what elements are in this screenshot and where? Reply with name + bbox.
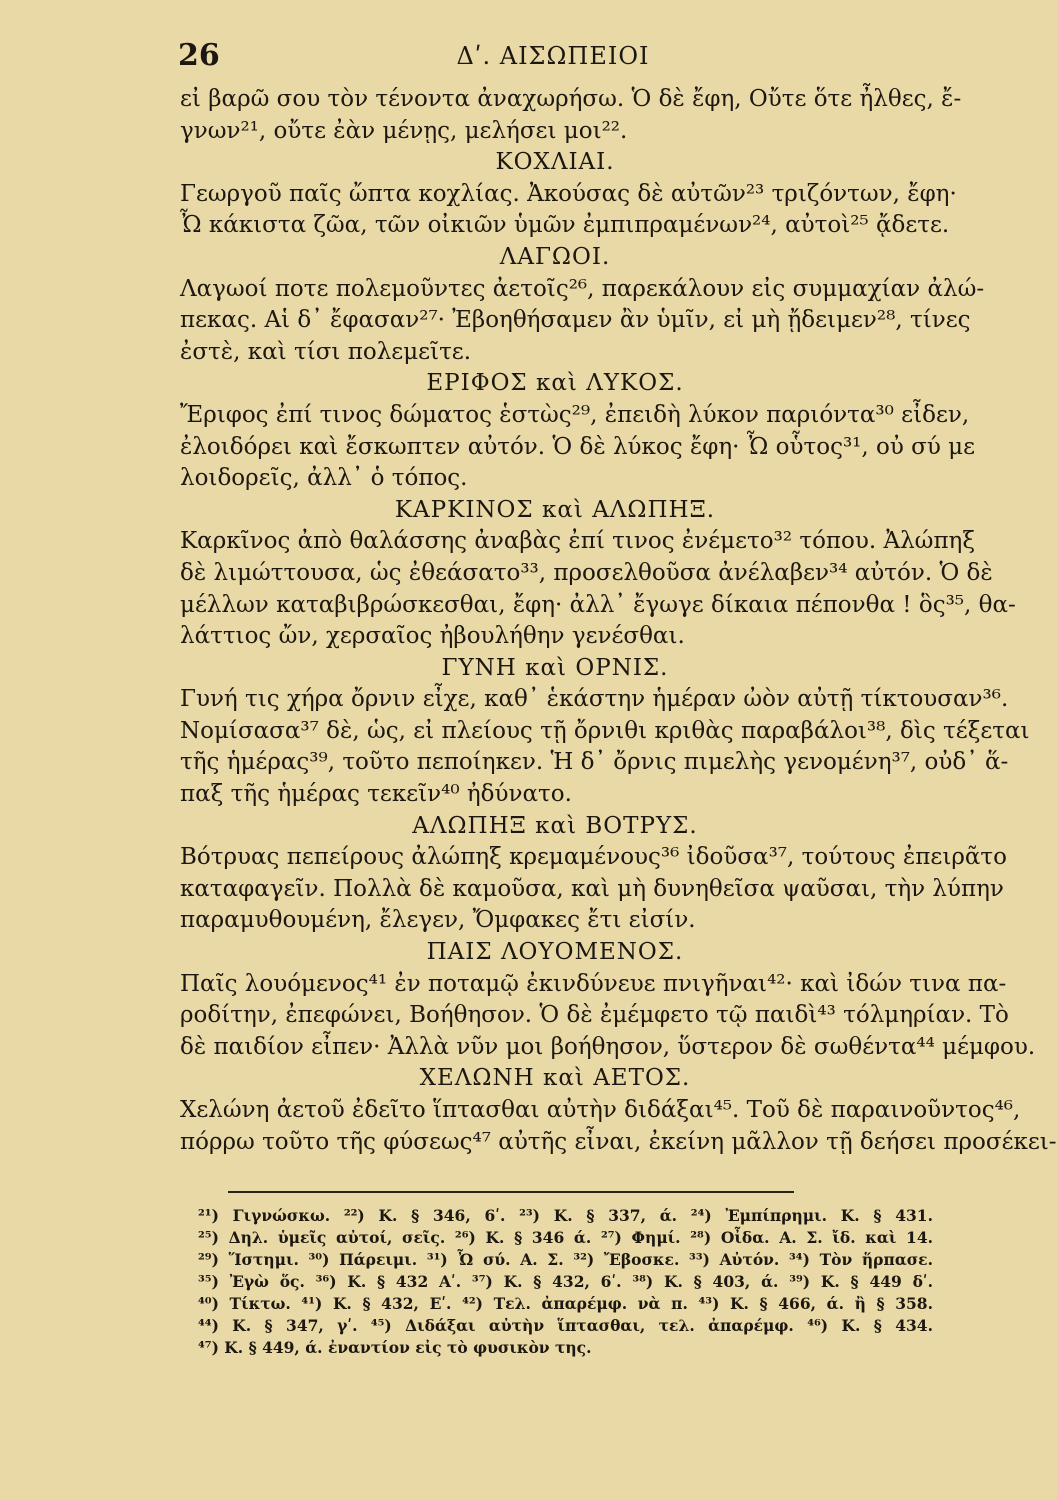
body-line: Χελώνη ἀετοῦ ἐδεῖτο ἵπτασθαι αὐτὴν διδάξαι⁴⁵. Τοῦ δὲ παραινοῦντος⁴⁶, xyxy=(180,1097,1021,1123)
footnotes xyxy=(198,1205,933,1359)
body-line: λάττιος ὤν, χερσαῖος ἠβουλήθην γενέσθαι. xyxy=(180,623,685,650)
page-body xyxy=(180,84,1057,1158)
body-line: μέλλων καταβιβρώσκεσθαι, ἔφη· ἀλλ᾽ ἔγωγε δίκαια πέπονθα ! ὃς³⁵, θα- xyxy=(180,591,1016,618)
footnote-line: ²⁹) Ἵστημι. ³⁰) Πάρειμι. ³¹) Ὦ σύ. Α. Σ. ³²) Ἔβοσκε. ³³) Αὐτόν. ³⁴) Τὸν ἥρπασε. xyxy=(198,1250,933,1269)
body-line: παραμυθουμένη, ἔλεγεν, Ὄμφακες ἔτι εἰσίν. xyxy=(180,907,696,934)
body-line: καταφαγεῖν. Πολλὰ δὲ καμοῦσα, καὶ μὴ δυνηθεῖσα ψαῦσαι, τὴν λύπην xyxy=(180,875,1004,902)
body-line: Γεωργοῦ παῖς ὤπτα κοχλίας. Ἀκούσας δὲ αὐτῶν²³ τριζόντων, ἔφη· xyxy=(180,180,957,207)
fable-title: ΧΕΛΩΝΗ καὶ ΑΕΤΟΣ. xyxy=(419,1065,691,1092)
body-line: Λαγωοί ποτε πολεμοῦντες ἀετοῖς²⁶, παρεκάλουν εἰς συμμαχίαν ἀλώ- xyxy=(180,275,985,302)
running-title: Δʹ. ΑΙΣΩΠΕΙΟΙ xyxy=(456,42,650,70)
footnote-line: ²¹) Γιγνώσκω. ²²) Κ. § 346, 6ʹ. ²³) Κ. § 337, ά. ²⁴) Ἐμπίπρημι. Κ. § 431. xyxy=(198,1206,933,1225)
body-line: Ὦ κάκιστα ζῶα, τῶν οἰκιῶν ὑμῶν ἐμπιπραμένων²⁴, αὐτοὶ²⁵ ᾄδετε. xyxy=(180,212,950,239)
body-line: δὲ παιδίον εἶπεν· Ἀλλὰ νῦν μοι βοήθησον, ὕστερον δὲ σωθέντα⁴⁴ μέμφου. xyxy=(180,1033,1036,1060)
page-header xyxy=(178,38,928,78)
body-line: δὲ λιμώττουσα, ὡς ἐθεάσατο³³, προσελθοῦσα ἀνέλαβεν³⁴ αὐτόν. Ὁ δὲ xyxy=(180,559,993,586)
footnote-line: ²⁵) Δηλ. ὑμεῖς αὐτοί, σεῖς. ²⁶) Κ. § 346 ά. ²⁷) Φημί. ²⁸) Οἶδα. Α. Σ. ἴδ. καὶ 14. xyxy=(198,1228,933,1247)
body-line: παξ τῆς ἡμέρας τεκεῖν⁴⁰ ἠδύνατο. xyxy=(180,781,572,808)
footnote-divider xyxy=(228,1191,794,1193)
body-line: Βότρυας πεπείρους ἀλώπηξ κρεμαμένους³⁶ ἰδοῦσα³⁷, τούτους ἐπειρᾶτο xyxy=(180,844,1007,871)
footnote-line: ⁴⁴) Κ. § 347, γʹ. ⁴⁵) Διδάξαι αὐτὴν ἵπτασθαι, τελ. ἀπαρέμφ. ⁴⁶) Κ. § 434. xyxy=(198,1316,933,1335)
footnote-line: ³⁵) Ἐγὼ ὅς. ³⁶) Κ. § 432 Αʹ. ³⁷) Κ. § 432, 6ʹ. ³⁸) Κ. § 403, ά. ³⁹) Κ. § 449 δʹ. xyxy=(198,1272,933,1291)
body-line: πεκας. Αἱ δ᾽ ἔφασαν²⁷· Ἐβοηθήσαμεν ἂν ὑμῖν, εἰ μὴ ᾔδειμεν²⁸, τίνες xyxy=(180,307,971,334)
fable-title: ΕΡΙΦΟΣ καὶ ΛΥΚΟΣ. xyxy=(426,370,684,397)
page-number: 26 xyxy=(178,38,220,73)
body-line: Παῖς λουόμενος⁴¹ ἐν ποταμῷ ἐκινδύνευε πνιγῆναι⁴²· καὶ ἰδών τινα πα- xyxy=(180,970,1007,997)
fable-title: ΚΑΡΚΙΝΟΣ καὶ ΑΛΩΠΗΞ. xyxy=(394,496,716,523)
body-line: Νομίσασα³⁷ δὲ, ὡς, εἰ πλείους τῇ ὄρνιθι κριθὰς παραβάλοι³⁸, δὶς τέξεται xyxy=(180,717,1030,744)
footnote-line: ⁴⁰) Τίκτω. ⁴¹) Κ. § 432, Εʹ. ⁴²) Τελ. ἀπαρέμφ. νὰ π. ⁴³) Κ. § 466, ά. ἢ § 358. xyxy=(198,1294,933,1313)
footnote-line: ⁴⁷) Κ. § 449, ά. ἐναντίον εἰς τὸ φυσικὸν της. xyxy=(198,1338,592,1357)
body-line: εἰ βαρῶ σου τὸν τένοντα ἀναχωρήσω. Ὁ δὲ ἔφη, Οὔτε ὅτε ἦλθες, ἔ- xyxy=(180,86,962,112)
body-line: πόρρω τοῦτο τῆς φύσεως⁴⁷ αὐτῆς εἶναι, ἐκείνη μᾶλλον τῇ δεήσει προσέκει- xyxy=(180,1128,1057,1155)
body-line: γνων²¹, οὔτε ἐὰν μένῃς, μελήσει μοι²². xyxy=(180,117,628,144)
fable-title: ΠΑΙΣ ΛΟΥΟΜΕΝΟΣ. xyxy=(426,939,684,966)
body-line: ροδίτην, ἐπεφώνει, Βοήθησον. Ὁ δὲ ἐμέμφετο τῷ παιδὶ⁴³ τόλμηρίαν. Τὸ xyxy=(180,1002,1009,1029)
body-line: ἐλοιδόρει καὶ ἔσκωπτεν αὐτόν. Ὁ δὲ λύκος ἔφη· Ὦ οὗτος³¹, οὐ σύ με xyxy=(180,433,976,460)
fable-title: ΛΑΓΩΟΙ. xyxy=(499,243,611,270)
body-line: τῆς ἡμέρας³⁹, τοῦτο πεποίηκεν. Ἡ δ᾽ ὄρνις πιμελὴς γενομένη³⁷, οὐδ᾽ ἅ- xyxy=(180,749,1009,776)
fable-title: ΓΥΝΗ καὶ ΟΡΝΙΣ. xyxy=(441,654,669,681)
fable-title: ΚΟΧΛΙΑΙ. xyxy=(495,149,615,176)
body-line: ἐστὲ, καὶ τίσι πολεμεῖτε. xyxy=(180,338,472,365)
body-line: Ἔριφος ἐπί τινος δώματος ἑστὼς²⁹, ἐπειδὴ λύκον παριόντα³⁰ εἶδεν, xyxy=(180,401,970,428)
body-line: Καρκῖνος ἀπὸ θαλάσσης ἀναβὰς ἐπί τινος ἐνέμετο³² τόπου. Ἀλώπηξ xyxy=(180,528,976,555)
body-line: λοιδορεῖς, ἀλλ᾽ ὁ τόπος. xyxy=(180,465,468,492)
fable-title: ΑΛΩΠΗΞ καὶ ΒΟΤΡΥΣ. xyxy=(412,812,698,839)
body-line: Γυνή τις χήρα ὄρνιν εἶχε, καθ᾽ ἑκάστην ἡμέραν ὠὸν αὐτῇ τίκτουσαν³⁶. xyxy=(180,686,1009,713)
